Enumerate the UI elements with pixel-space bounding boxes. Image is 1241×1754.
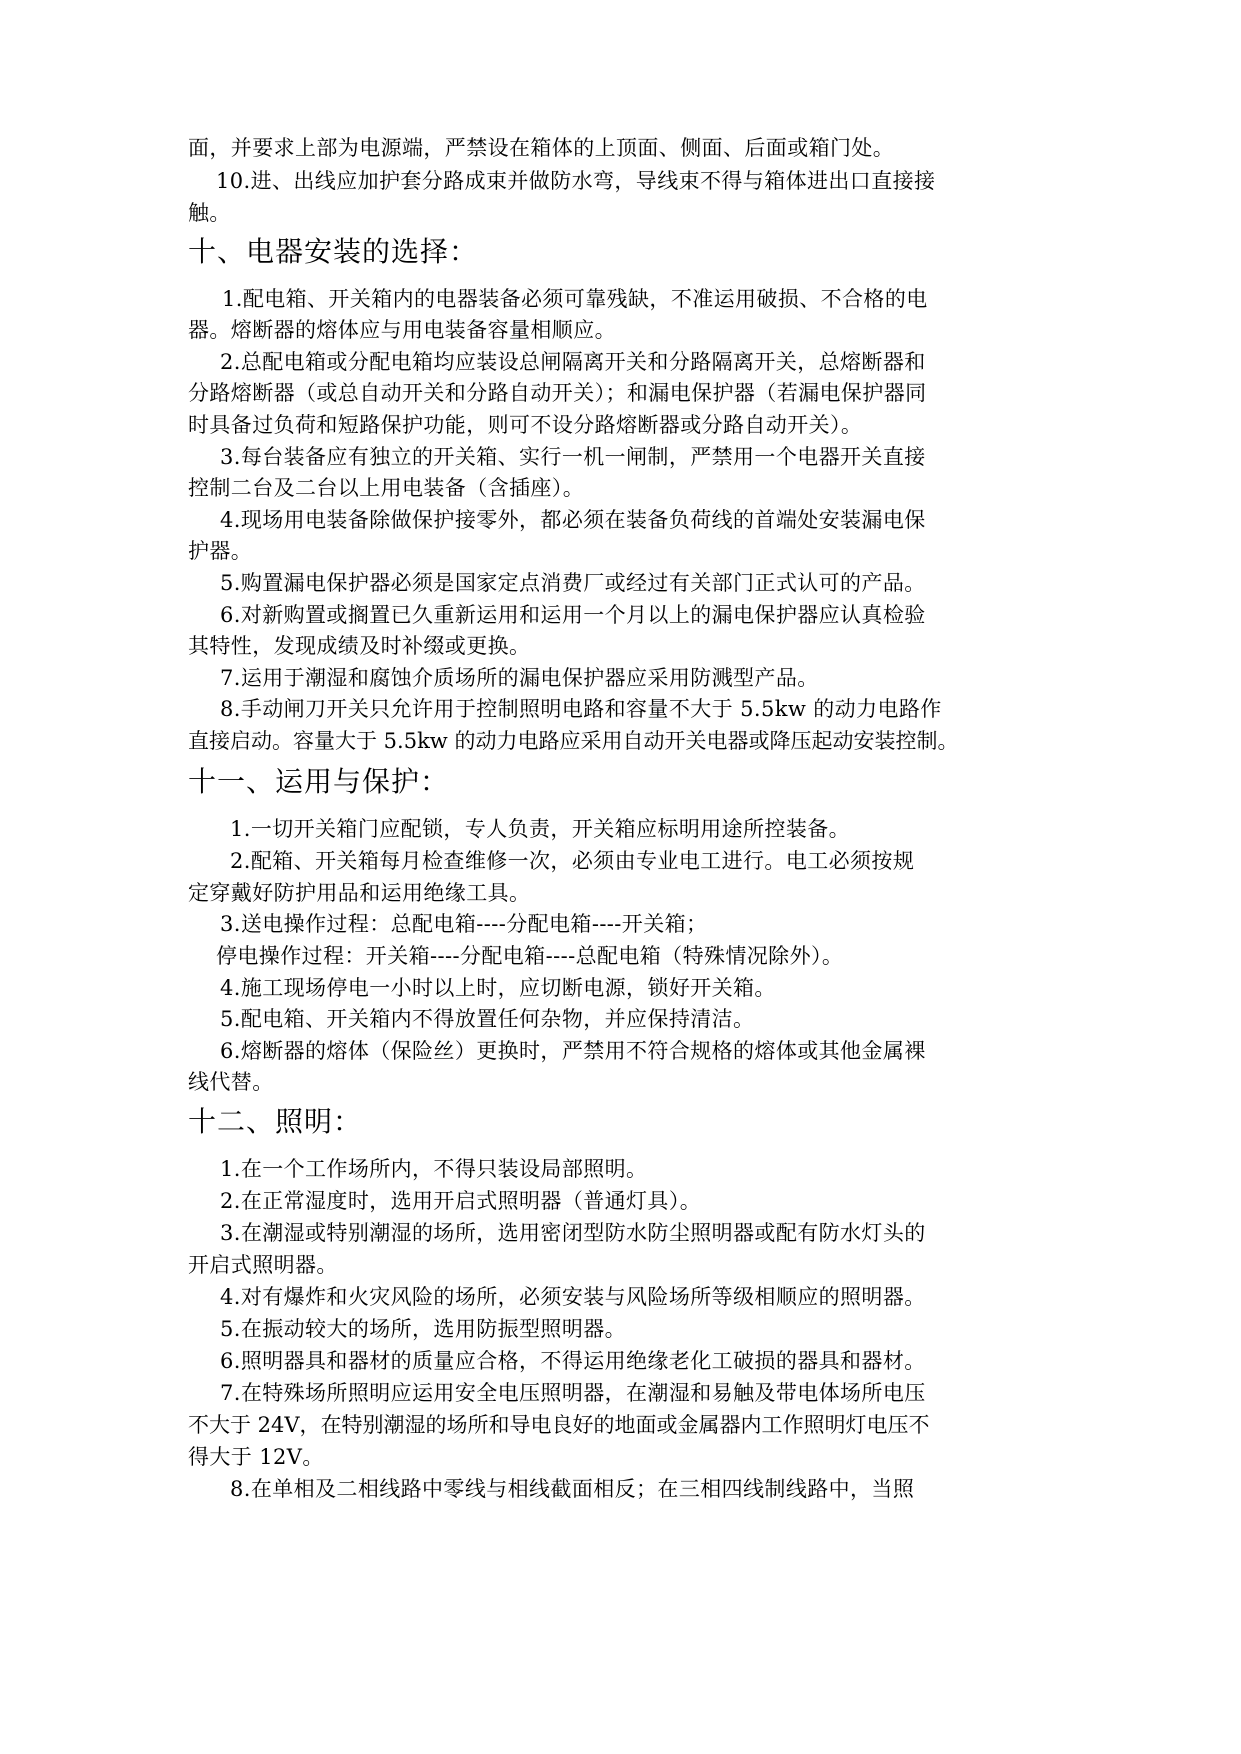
paragraph-line: 3.在潮湿或特别潮湿的场所，选用密闭型防水防尘照明器或配有防水灯头的 <box>220 1221 926 1245</box>
paragraph-line: 5.配电箱、开关箱内不得放置任何杂物，并应保持清洁。 <box>220 1007 755 1031</box>
paragraph-line: 2.总配电箱或分配电箱均应装设总闸隔离开关和分路隔离开关，总熔断器和 <box>220 350 926 374</box>
paragraph-line: 时具备过负荷和短路保护功能，则可不设分路熔断器或分路自动开关）。 <box>188 413 863 437</box>
paragraph-line: 8.在单相及二相线路中零线与相线截面相反；在三相四线制线路中，当照 <box>230 1477 915 1501</box>
paragraph-line: 7.运用于潮湿和腐蚀介质场所的漏电保护器应采用防溅型产品。 <box>220 666 819 690</box>
section-heading-10: 十、电器安装的选择： <box>188 235 479 268</box>
paragraph-line: 1.配电箱、开关箱内的电器装备必须可靠残缺，不准运用破损、不合格的电 <box>222 287 928 311</box>
section-heading-12: 十二、照明： <box>188 1105 363 1138</box>
paragraph-line: 6.照明器具和器材的质量应合格，不得运用绝缘老化工破损的器具和器材。 <box>220 1349 926 1373</box>
paragraph-line: 器。熔断器的熔体应与用电装备容量相顺应。 <box>188 318 616 342</box>
paragraph-line: 分路熔断器（或总自动开关和分路自动开关）；和漏电保护器（若漏电保护器同 <box>188 381 927 405</box>
paragraph-line: 得大于 12V。 <box>188 1445 324 1469</box>
paragraph-line: 7.在特殊场所照明应运用安全电压照明器，在潮湿和易触及带电体场所电压 <box>220 1381 926 1405</box>
paragraph-line: 不大于 24V，在特别潮湿的场所和导电良好的地面或金属器内工作照明灯电压不 <box>188 1413 930 1437</box>
paragraph-line: 定穿戴好防护用品和运用绝缘工具。 <box>188 881 531 905</box>
paragraph-line: 护器。 <box>188 539 253 563</box>
paragraph-line: 3.每台装备应有独立的开关箱、实行一机一闸制，严禁用一个电器开关直接 <box>220 445 926 469</box>
paragraph-line: 10.进、出线应加护套分路成束并做防水弯，导线束不得与箱体进出口直接接 <box>216 169 936 193</box>
paragraph-line: 4.对有爆炸和火灾风险的场所，必须安装与风险场所等级相顺应的照明器。 <box>220 1285 926 1309</box>
paragraph-line: 面，并要求上部为电源端，严禁设在箱体的上顶面、侧面、后面或箱门处。 <box>188 136 895 160</box>
paragraph-line: 5.购置漏电保护器必须是国家定点消费厂或经过有关部门正式认可的产品。 <box>220 571 926 595</box>
paragraph-line: 停电操作过程：开关箱----分配电箱----总配电箱（特殊情况除外）。 <box>216 944 844 968</box>
section-heading-11: 十一、运用与保护： <box>188 765 450 798</box>
paragraph-line: 直接启动。容量大于 5.5kw 的动力电路应采用自动开关电器或降压起动安装控制。 <box>188 729 959 753</box>
paragraph-line: 2.配箱、开关箱每月检查维修一次，必须由专业电工进行。电工必须按规 <box>230 849 915 873</box>
paragraph-line: 开启式照明器。 <box>188 1253 338 1277</box>
paragraph-line: 3.送电操作过程：总配电箱----分配电箱----开关箱； <box>220 912 708 936</box>
paragraph-line: 触。 <box>188 201 231 225</box>
paragraph-line: 6.熔断器的熔体（保险丝）更换时，严禁用不符合规格的熔体或其他金属裸 <box>220 1039 926 1063</box>
paragraph-line: 1.在一个工作场所内，不得只装设局部照明。 <box>220 1157 648 1181</box>
paragraph-line: 其特性，发现成绩及时补缀或更换。 <box>188 634 531 658</box>
paragraph-line: 控制二台及二台以上用电装备（含插座）。 <box>188 476 585 500</box>
paragraph-line: 6.对新购置或搁置已久重新运用和运用一个月以上的漏电保护器应认真检验 <box>220 603 926 627</box>
paragraph-line: 5.在振动较大的场所，选用防振型照明器。 <box>220 1317 627 1341</box>
paragraph-line: 2.在正常湿度时，选用开启式照明器（普通灯具）。 <box>220 1189 702 1213</box>
paragraph-line: 8.手动闸刀开关只允许用于控制照明电路和容量不大于 5.5kw 的动力电路作 <box>220 697 942 721</box>
paragraph-line: 4.施工现场停电一小时以上时，应切断电源，锁好开关箱。 <box>220 976 776 1000</box>
paragraph-line: 4.现场用电装备除做保护接零外，都必须在装备负荷线的首端处安装漏电保 <box>220 508 926 532</box>
paragraph-line: 线代替。 <box>188 1070 274 1094</box>
paragraph-line: 1.一切开关箱门应配锁，专人负责，开关箱应标明用途所控装备。 <box>230 817 851 841</box>
